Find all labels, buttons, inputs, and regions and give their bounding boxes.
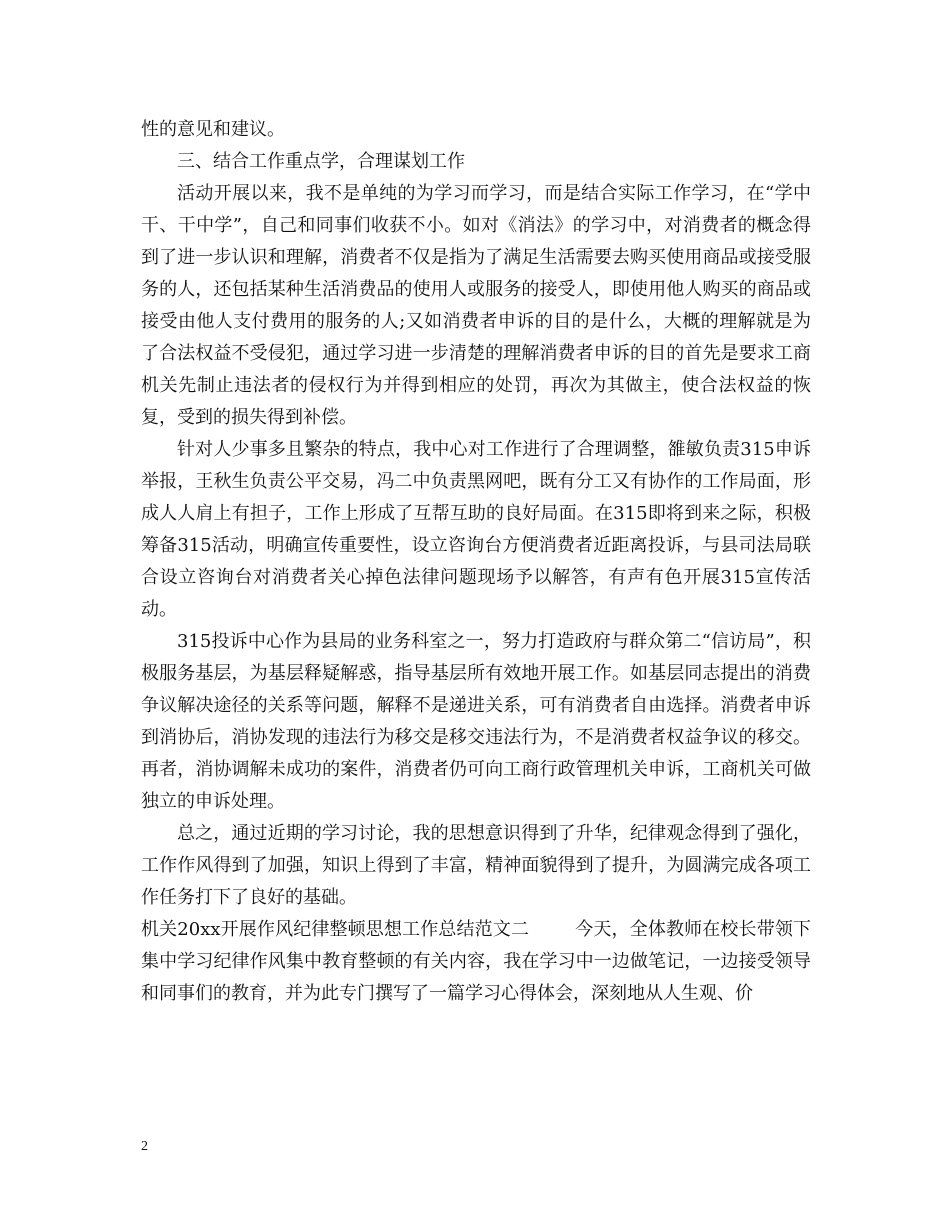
document-body: [141, 114, 811, 1010]
paragraph-continuation: 性的意见和建议。: [141, 119, 285, 140]
final-paragraph: [141, 914, 811, 1010]
paragraph: 总之，通过近期的学习讨论，我的思想意识得到了升华，纪律观念得到了强化，工作作风得到了加强，知识上得到了丰富，精神面貌得到了提升，为圆满完成各项工作任务打下了良好的基础。: [141, 823, 811, 908]
paragraph: 活动开展以来，我不是单纯的为学习而学习，而是结合实际工作学习，在“学中干、干中学”，自己和同事们收获不小。如对《消法》的学习中，对消费者的概念得到了进一步认识和理解，消费者不仅是指为了满足生活需要去购买使用商品或接受服务的人，还包括某种生活消费品的使用人或服务的接受人，即使用他人购买的商品或接受由他人支付费用的服务的人;又如消费者申诉的目的是什么，大概的理解就是为了合法权益不受侵犯，通过学习进一步清楚的理解消费者申诉的目的首先是要求工商机关先制止违法者的侵权行为并得到相应的处罚，再次为其做主，使合法权益的恢复，受到的损失得到补偿。: [141, 183, 811, 428]
section-heading: 三、结合工作重点学，合理谋划工作: [177, 151, 465, 172]
document-subtitle: 机关20xx开展作风纪律整顿思想工作总结范文二: [141, 919, 530, 940]
paragraph: 315投诉中心作为县局的业务科室之一，努力打造政府与群众第二“信访局”，积极服务基层，为基层释疑解惑，指导基层所有效地开展工作。如基层同志提出的消费争议解决途径的关系等问题，解释不是递进关系，可有消费者自由选择。消费者申诉到消协后，消协发现的违法行为移交是移交违法行为，不是消费者权益争议的移交。再者，消协调解未成功的案件，消费者仍可向工商行政管理机关申诉，工商机关可做独立的申诉处理。: [141, 631, 811, 812]
paragraph: 针对人少事多且繁杂的特点，我中心对工作进行了合理调整，雒敏负责315申诉举报，王秋生负责公平交易，冯二中负责黑网吧，既有分工又有协作的工作局面，形成人人肩上有担子，工作上形成了互帮互助的良好局面。在315即将到来之际，积极筹备315活动，明确宣传重要性，设立咨询台方便消费者近距离投诉，与县司法局联合设立咨询台对消费者关心掉色法律问题现场予以解答，有声有色开展315宣传活动。: [141, 439, 811, 620]
page-number: 2: [141, 1139, 148, 1154]
final-paragraph-text: 今天，全体教师在校长带领下集中学习纪律作风集中教育整顿的有关内容，我在学习中一边做笔记，一边接受领导和同事们的教育，并为此专门撰写了一篇学习心得体会，深刻地从人生观、价: [141, 919, 811, 1004]
